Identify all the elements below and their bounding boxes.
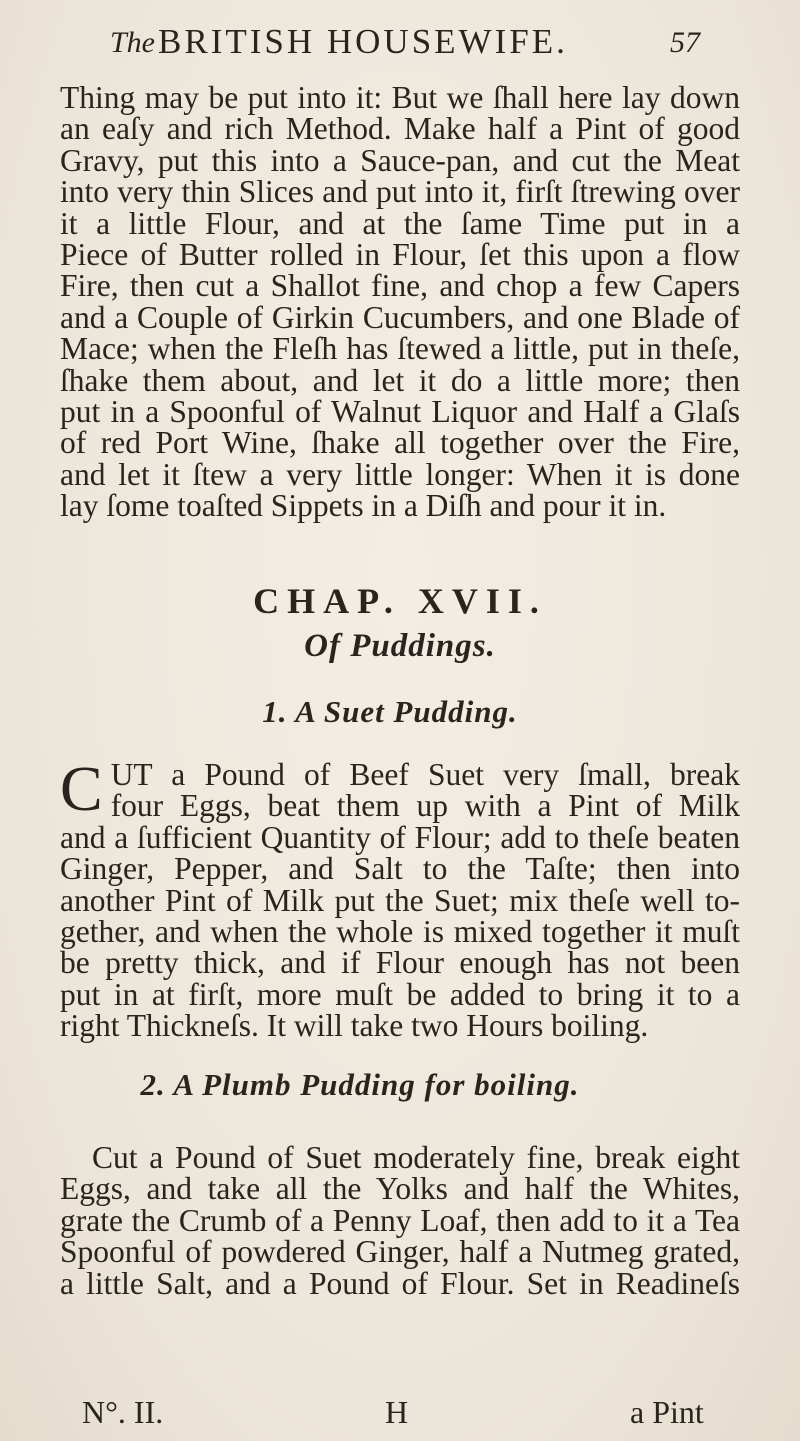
running-head-title: BRITISH HOUSEWIFE. <box>158 22 568 61</box>
text-line: gether, and when the whole is mixed together it muſt <box>60 914 740 950</box>
text-line: ſhake them about, and let it do a little more; then <box>60 362 740 398</box>
signature-mark: N°. II. <box>82 1394 164 1430</box>
text-line: UT a Pound of Beef Suet very ſmall, break <box>110 757 740 792</box>
drop-cap: C <box>60 753 103 824</box>
text-line: and a Couple of Girkin Cucumbers, and one Blade of <box>60 299 740 335</box>
catchword: a Pint <box>630 1394 704 1430</box>
text-line: Mace; when the Fleſh has ſtewed a little, put in theſe, <box>60 331 740 367</box>
running-head-the: The <box>110 26 155 59</box>
chapter-heading: CHAP. XVII. <box>253 581 547 621</box>
chapter-subtitle: Of Puddings. <box>304 628 496 664</box>
text-line: Spoonful of powdered Ginger, half a Nutmeg grated, <box>60 1234 740 1270</box>
text-line: and let it ſtew a very little longer: When it is done <box>60 456 740 492</box>
recipe-title-suet-pudding: 1. A Suet Pudding. <box>262 694 518 729</box>
text-line: Ginger, Pepper, and Salt to the Taſte; then into <box>60 851 740 887</box>
text-line: Gravy, put this into a Sauce-pan, and cut the Meat <box>60 142 740 178</box>
text-line: an eaſy and rich Method. Make half a Pint of good <box>60 111 740 147</box>
paragraph-continuation <box>60 82 740 522</box>
text-line: four Eggs, beat them up with a Pint of Milk <box>110 788 740 824</box>
recipe-title-plumb-pudding: 2. A Plumb Pudding for boiling. <box>140 1067 580 1102</box>
recipe-body-suet-pudding <box>60 753 740 1044</box>
text-line: of red Port Wine, ſhake all together over the Fire, <box>60 425 740 461</box>
running-head <box>110 18 730 68</box>
text-line: Piece of Butter rolled in Flour, ſet this upon a flow <box>60 237 740 273</box>
recipe-body-plumb-pudding <box>60 1142 740 1299</box>
text-line: lay ſome toaſted Sippets in a Diſh and pour it in. <box>60 488 667 524</box>
text-line: into very thin Slices and put into it, firſt ſtrewing over <box>60 174 740 210</box>
text-line: it a little Flour, and at the ſame Time put in a <box>60 205 740 241</box>
text-line: put in at firſt, more muſt be added to bring it to a <box>60 976 740 1012</box>
text-line: Thing may be put into it: But we ſhall here lay down <box>60 80 740 115</box>
text-line: a little Salt, and a Pound of Flour. Set in Readineſs <box>60 1265 740 1301</box>
text-line: be pretty thick, and if Flour enough has not been <box>60 945 740 981</box>
gathering-mark: H <box>385 1394 409 1430</box>
text-line: another Pint of Milk put the Suet; mix theſe well to- <box>60 882 740 918</box>
text-line: Eggs, and take all the Yolks and half the Whites, <box>60 1171 740 1207</box>
text-line: Fire, then cut a Shallot fine, and chop a few Capers <box>60 268 740 304</box>
text-line: grate the Crumb of a Penny Loaf, then add to it a Tea <box>60 1202 740 1238</box>
text-line: right Thickneſs. It will take two Hours boiling. <box>60 1008 649 1044</box>
text-line: put in a Spoonful of Walnut Liquor and Half a Glaſs <box>60 394 740 430</box>
text-line: and a ſufficient Quantity of Flour; add to theſe beaten <box>60 819 740 855</box>
text-line: Cut a Pound of Suet moderately fine, break eight <box>92 1140 740 1175</box>
page-number: 57 <box>670 26 700 59</box>
